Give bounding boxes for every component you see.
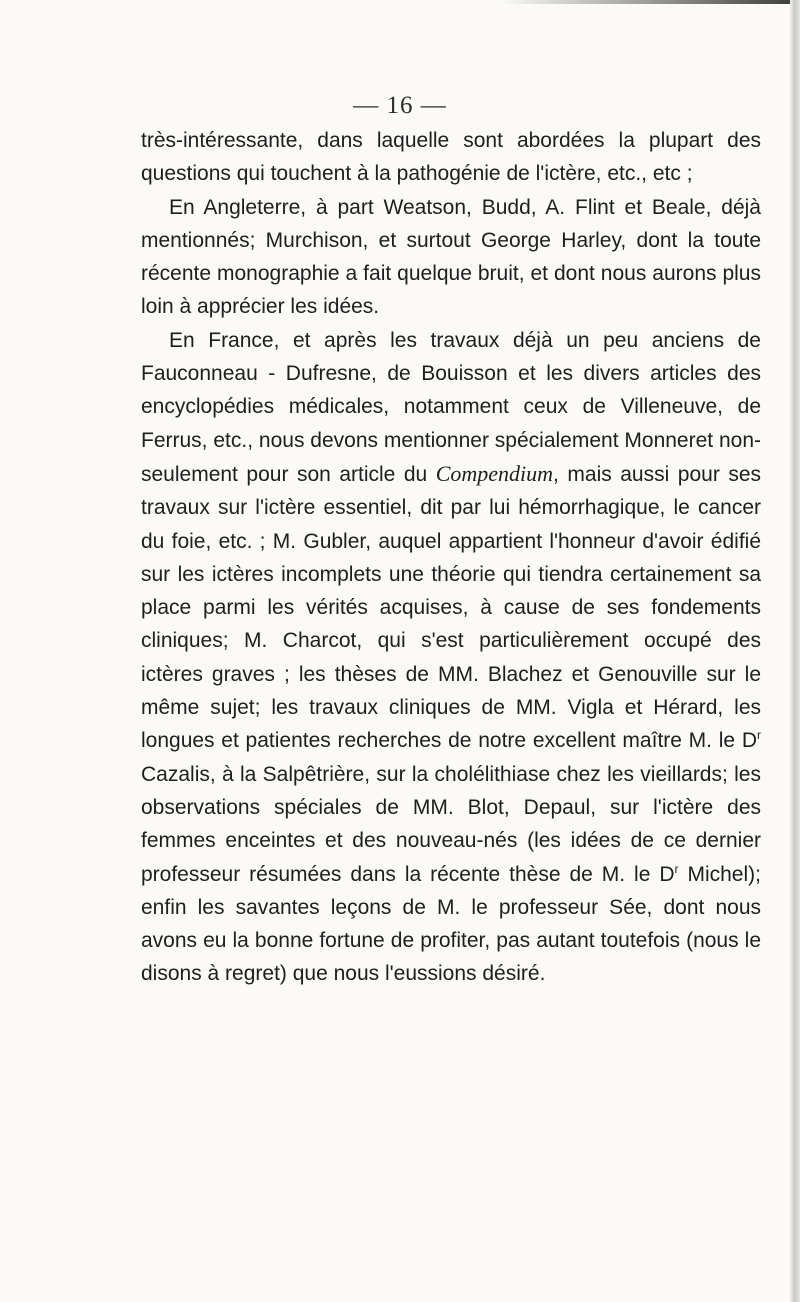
body-text	[141, 124, 761, 991]
page-edge-shadow-top	[500, 0, 800, 4]
paragraph-2	[141, 191, 761, 324]
italic-compendium: Compendium	[435, 460, 554, 486]
paragraph-3-text-a: En France, et après les travaux déjà un peu anciens de Fauconneau - Dufresne, de Bouisson et les divers articles des encyclopédies médicales, notamment ceux de Villeneuve, de Ferrus, etc., nous devons mentionner spécialement Monneret non-seulement pour son article du	[141, 328, 761, 486]
paragraph-3	[141, 324, 761, 991]
superscript-r-1: r	[757, 728, 761, 743]
paragraph-1-text: très-intéressante, dans laquelle sont abordées la plupart des questions qui touchent à la pathogénie de l'ictère, etc., etc ;	[141, 129, 761, 186]
paragraph-3-text-b: , mais aussi pour ses travaux sur l'ictère essentiel, dit par lui hémorrhagique, le cancer du foie, etc. ; M. Gubler, auquel appartient l'honneur d'avoir édifié sur les ictères incomplets une théorie qui tiendra certainement sa place parmi les vérités acquises, à cause de ses fondements cliniques; M. Charcot, qui s'est particulièrement occupé des ictères graves ; les thèses de MM. Blachez et Genouville sur le même sujet; les travaux cliniques de MM. Vigla et Hérard, les longues et patientes recherches de notre excellent maître M. le D	[141, 462, 761, 753]
paragraph-3-text-c: Cazalis, à la Salpêtrière, sur la cholélithiase chez les vieillards; les observations spéciales de MM. Blot, Depaul, sur l'ictère des femmes enceintes et des nouveau-nés (les idées de ce dernier professeur résumées dans la récente thèse de M. le D	[141, 762, 761, 886]
page-number: — 16 —	[353, 92, 447, 119]
paragraph-1	[141, 124, 761, 191]
paragraph-3-text-d: Michel); enfin les savantes leçons de M. le professeur Sée, dont nous avons eu la bonne fortune de profiter, pas autant toutefois (nous le disons à regret) que nous l'eussions désiré.	[141, 862, 761, 986]
page-edge-shadow-right	[790, 0, 800, 1302]
paragraph-2-text: En Angleterre, à part Weatson, Budd, A. Flint et Beale, déjà mentionnés; Murchison, et surtout George Harley, dont la toute récente monographie a fait quelque bruit, et dont nous aurons plus loin à apprécier les idées.	[141, 195, 761, 319]
superscript-r-2: r	[674, 861, 679, 876]
